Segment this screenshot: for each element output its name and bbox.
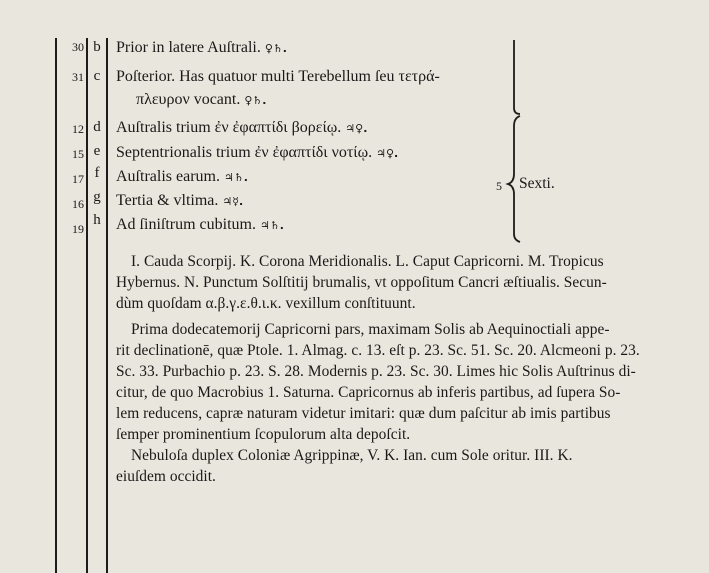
row-description: πλευρον vocant. bbox=[136, 91, 241, 108]
row-number: 12 bbox=[72, 122, 84, 136]
row-description: Ad ſiniſtrum cubitum. bbox=[116, 216, 256, 233]
row-letter: g bbox=[93, 189, 101, 205]
row-letter: b bbox=[93, 39, 101, 55]
row-text bbox=[116, 169, 248, 185]
row-number: 30 bbox=[72, 40, 84, 54]
magnitude-label: Sexti. bbox=[519, 175, 555, 192]
planet-symbols: ♃☿. bbox=[222, 195, 244, 208]
row-number: 15 bbox=[72, 147, 84, 161]
row-text-continued bbox=[136, 92, 266, 108]
left-margin-rule bbox=[55, 38, 57, 573]
paragraph-line: Prima dodecatemorij Capricorni pars, maximam Solis ab Aequinoctiali appe- bbox=[131, 321, 610, 338]
row-description: Prior in latere Auſtrali. bbox=[116, 39, 261, 56]
magnitude-number: 5 bbox=[496, 179, 502, 193]
number-column-rule bbox=[86, 38, 88, 573]
paragraph-line: Sc. 33. Purbachio p. 23. S. 28. Modernis p. 23. Sc. 30. Limes hic Solis Auſtrinus di- bbox=[116, 363, 636, 380]
row-number: 19 bbox=[72, 222, 84, 236]
row-letter: h bbox=[93, 212, 101, 228]
paragraph-line: Hybernus. N. Punctum Solſtitij brumalis, vt oppoſitum Cancri æſtiualis. Secun- bbox=[116, 274, 607, 291]
row-text bbox=[116, 193, 243, 209]
row-text bbox=[116, 217, 284, 233]
row-text bbox=[116, 40, 287, 56]
paragraph-line: eiuſdem occidit. bbox=[116, 468, 216, 485]
paragraph-line: rit declinationē, quæ Ptole. 1. Almag. c. 13. eſt p. 23. Sc. 51. Sc. 20. Alcmeoni p. 23. bbox=[116, 342, 640, 359]
row-text bbox=[116, 145, 398, 161]
planet-symbols: ♀♄. bbox=[264, 42, 287, 55]
row-description: Poſterior. Has quatuor multi Terebellum ſeu τετρά- bbox=[116, 68, 440, 85]
paragraph-line: I. Cauda Scorpij. K. Corona Meridionalis. L. Caput Capricorni. M. Tropicus bbox=[131, 253, 604, 270]
planet-symbols: ♀♄. bbox=[244, 94, 267, 107]
planet-symbols: ♃♀. bbox=[345, 122, 368, 135]
paragraph-line: Nebuloſa duplex Coloniæ Agrippinæ, V. K. Ian. cum Sole oritur. III. K. bbox=[131, 447, 573, 464]
row-description: Tertia & vltima. bbox=[116, 192, 219, 209]
letter-column-rule bbox=[106, 38, 108, 573]
grouping-bracket-upper bbox=[506, 38, 526, 118]
row-letter: d bbox=[93, 119, 101, 135]
row-letter: e bbox=[93, 143, 101, 159]
paragraph-line: lem reducens, capræ naturam videtur imitari: quæ dum paſcitur ab imis partibus bbox=[116, 405, 611, 422]
row-letter: f bbox=[94, 165, 100, 181]
row-number: 31 bbox=[72, 70, 84, 84]
row-number: 17 bbox=[72, 172, 84, 186]
paragraph-line: dùm quoſdam α.β.γ.ε.θ.ι.κ. vexillum conſtituunt. bbox=[116, 295, 416, 312]
row-description: Septentrionalis trium ἐν ἐφαπτίδι νοτίῳ. bbox=[116, 144, 373, 161]
paragraph-line: ſemper prominentium ſcopulorum alta depoſcit. bbox=[116, 426, 411, 443]
planet-symbols: ♃♄. bbox=[223, 171, 248, 184]
planet-symbols: ♃♀. bbox=[376, 147, 399, 160]
row-description: Auſtralis trium ἐν ἐφαπτίδι βορείῳ. bbox=[116, 119, 342, 136]
row-letter: c bbox=[93, 68, 101, 84]
paragraph-line: citur, de quo Macrobius 1. Saturna. Capricornus ab inferis partibus, ad ſupera So- bbox=[116, 384, 621, 401]
planet-symbols: ♃♄. bbox=[260, 219, 284, 232]
row-number: 16 bbox=[72, 197, 84, 211]
row-text bbox=[116, 69, 440, 85]
row-text bbox=[116, 120, 367, 136]
row-description: Auſtralis earum. bbox=[116, 168, 220, 185]
